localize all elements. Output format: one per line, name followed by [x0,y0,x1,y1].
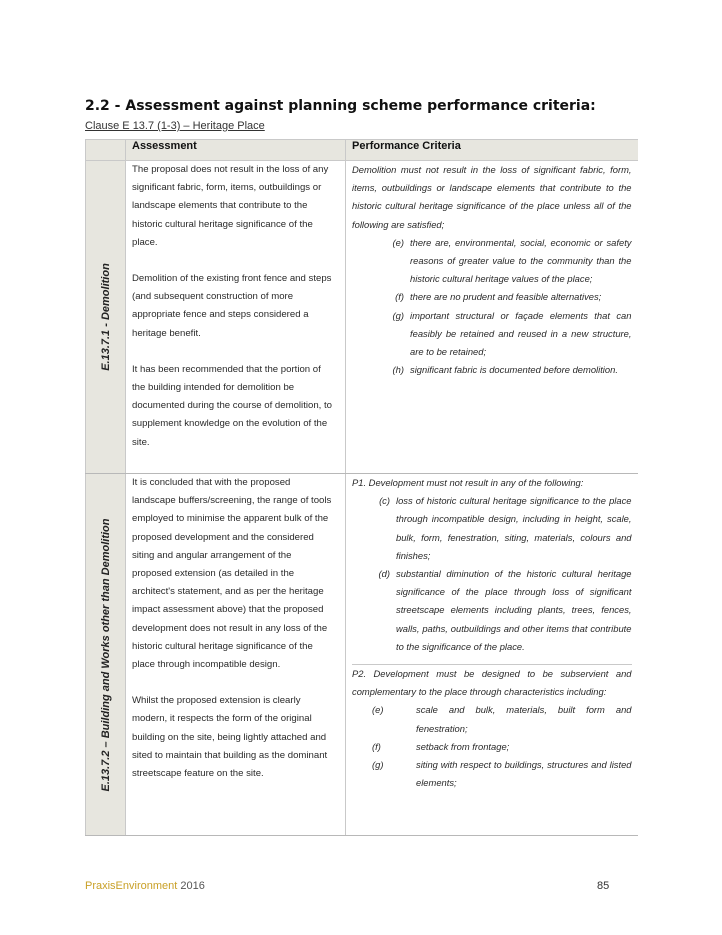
item-number: (h) [392,364,404,376]
criteria-cell-building-works [346,474,638,836]
table-header-row [86,140,638,161]
assessment-paragraph: The proposal does not result in the loss of any significant fabric, form, items, outbuildings or landscape elements that contribute to the historic cultural heritage significance of the place. [132,164,329,248]
footer-page-number: 85 [597,880,610,892]
footer-brand [85,880,205,892]
column-header-assessment: Assessment [126,140,346,161]
criteria-item [352,361,632,379]
item-number: (g) [372,759,384,771]
clause-subheading: Clause E 13.7 (1-3) – Heritage Place [85,120,265,132]
criteria-item [352,234,632,289]
criteria-item [352,492,632,565]
criteria-p2-block [352,664,632,792]
item-number: (d) [378,568,390,580]
item-number: (c) [379,495,390,507]
criteria-cell-demolition [346,161,638,474]
page-heading: 2.2 - Assessment against planning scheme performance criteria: [85,98,596,114]
criteria-item [352,565,632,656]
criteria-p2-intro: P2. Development must be designed to be subservient and complementary to the place through characteristics including: [352,668,632,698]
row-label-building-works [86,474,126,836]
item-text: there are, environmental, social, economic or safety reasons of greater value to the community than the historic cultural heritage values of the place; [410,236,632,285]
header-corner-cell [86,140,126,161]
criteria-item [352,288,632,306]
footer-year: 2016 [180,880,205,892]
column-header-performance: Performance Criteria [346,140,638,161]
criteria-item [352,701,632,737]
footer-brand-name: PraxisEnvironment [85,880,178,892]
assessment-paragraph: Whilst the proposed extension is clearly modern, it respects the form of the original building on the site, being lightly attached and sited to maintain that building as the dominant streetscape feature on the site. [132,695,328,780]
item-text: substantial diminution of the historic cultural heritage significance of the place through loss of significant streetscape elements including plants, trees, fences, walls, paths, outbuildings and other items that contribute to the significance of the place. [396,568,632,652]
criteria-item [352,307,632,362]
item-text: loss of historic cultural heritage significance to the place through incompatible design, including in height, scale, bulk, form, fenestration, siting, materials, colours and finishes; [396,495,632,561]
item-number: (f) [372,740,381,752]
item-text: significant fabric is documented before demolition. [410,364,618,376]
item-number: (f) [395,291,404,303]
item-text: important structural or façade elements that can feasibly be retained and reused in a new structure, are to be retained; [410,309,632,358]
row-label-text: E.13.7.1 - Demolition [99,263,112,371]
criteria-intro: Demolition must not result in the loss of significant fabric, form, items, outbuildings or landscape elements that contribute to the historic cultural heritage significance of the place unless all of the following are satisfied; [352,164,632,230]
table-row-demolition [86,161,638,474]
criteria-item [352,738,632,756]
criteria-item [352,756,632,792]
row-label-text: E.13.7.2 – Building and Works other than Demolition [99,517,112,792]
item-text: there are no prudent and feasible alternatives; [410,291,602,303]
criteria-p1-intro: P1. Development must not result in any of the following: [352,477,584,488]
assessment-table [85,139,638,836]
assessment-cell-building-works [126,474,346,836]
assessment-paragraph: Demolition of the existing front fence and steps (and subsequent construction of more appropriate fence and steps considered a heritage benefit. [132,273,332,339]
assessment-paragraph: It has been recommended that the portion of the building intended for demolition be documented during the course of demolition, to supplement knowledge on the evolution of the site. [132,363,332,448]
item-text: scale and bulk, materials, built form and fenestration; [416,704,632,734]
table-row-building-works [86,474,638,836]
item-number: (e) [372,704,384,716]
item-number: (g) [392,309,404,321]
assessment-cell-demolition [126,161,346,474]
assessment-paragraph: It is concluded that with the proposed landscape buffers/screening, the range of tools employed to minimise the apparent bulk of the proposed development and the considered siting and angular arrangement of the proposed extension (as detailed in the architect's statement, and as per the heritage impact assessment above) that the proposed development does not result in any loss of the historic cultural heritage significance of the place through incompatible design. [132,477,332,671]
item-text: setback from frontage; [416,740,510,752]
row-label-demolition [86,161,126,474]
item-number: (e) [392,236,404,248]
item-text: siting with respect to buildings, structures and listed elements; [416,759,632,789]
